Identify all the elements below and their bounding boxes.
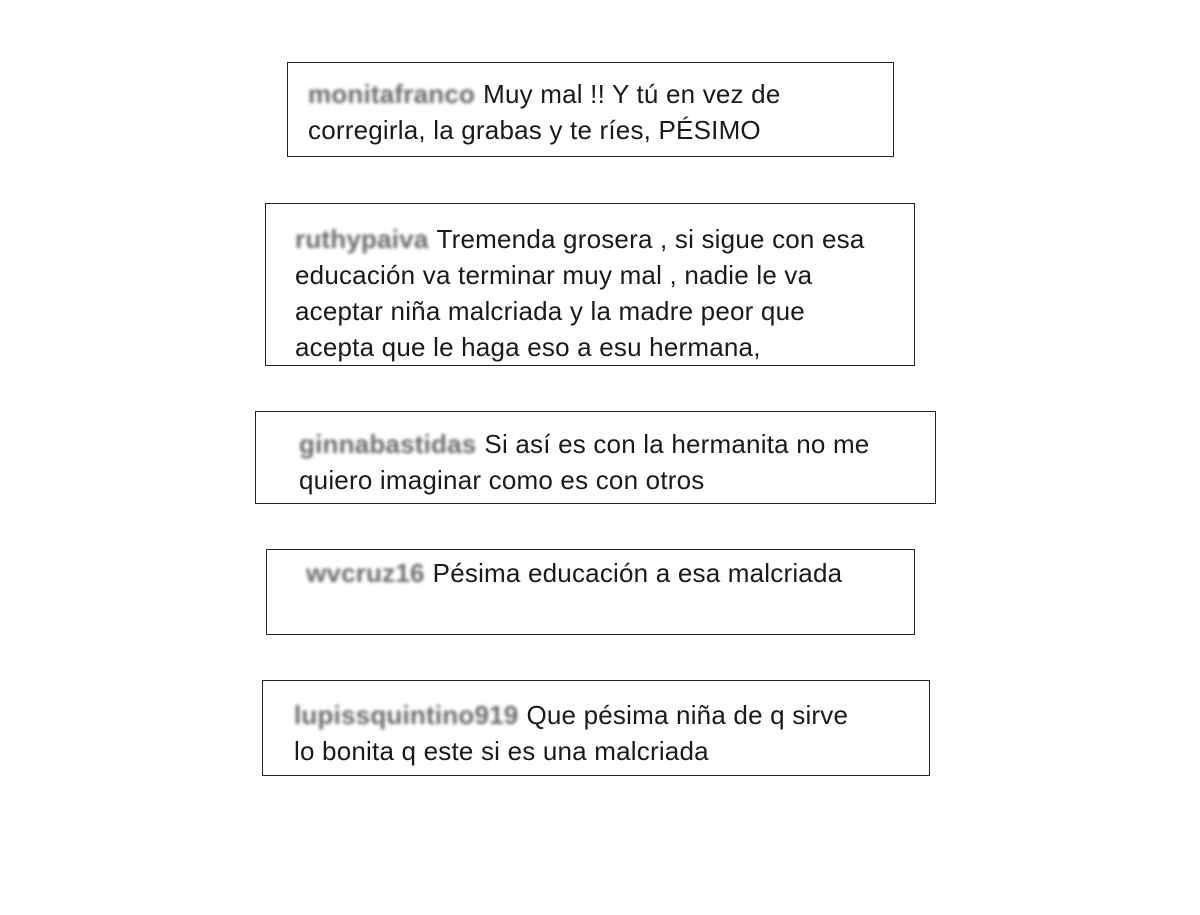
comment-username: lupissquintino919 xyxy=(294,700,519,730)
comment-text: Que pésima niña de q sirve lo bonita q este si es una malcriada xyxy=(294,700,849,766)
comment-username: ginnabastidas xyxy=(299,429,477,459)
comment-text: Si así es con la hermanita no me quiero imaginar como es con otros xyxy=(299,429,870,495)
comment-text: Muy mal !! Y tú en vez de corregirla, la grabas y te ríes, PÉSIMO xyxy=(308,79,781,145)
comment-box xyxy=(266,549,915,635)
comment-box xyxy=(265,203,915,366)
comment-box xyxy=(287,62,894,157)
comment-box xyxy=(255,411,936,504)
comment-username: monitafranco xyxy=(308,79,476,109)
comment-box xyxy=(262,680,930,776)
comment-text: Tremenda grosera , si sigue con esa educación va terminar muy mal , nadie le va aceptar niña malcriada y la madre peor que acepta que le haga eso a esu hermana, xyxy=(295,224,865,362)
comment-text: Pésima educación a esa malcriada xyxy=(432,558,843,588)
comment-username: wvcruz16 xyxy=(306,558,425,588)
comment-username: ruthypaiva xyxy=(295,224,429,254)
